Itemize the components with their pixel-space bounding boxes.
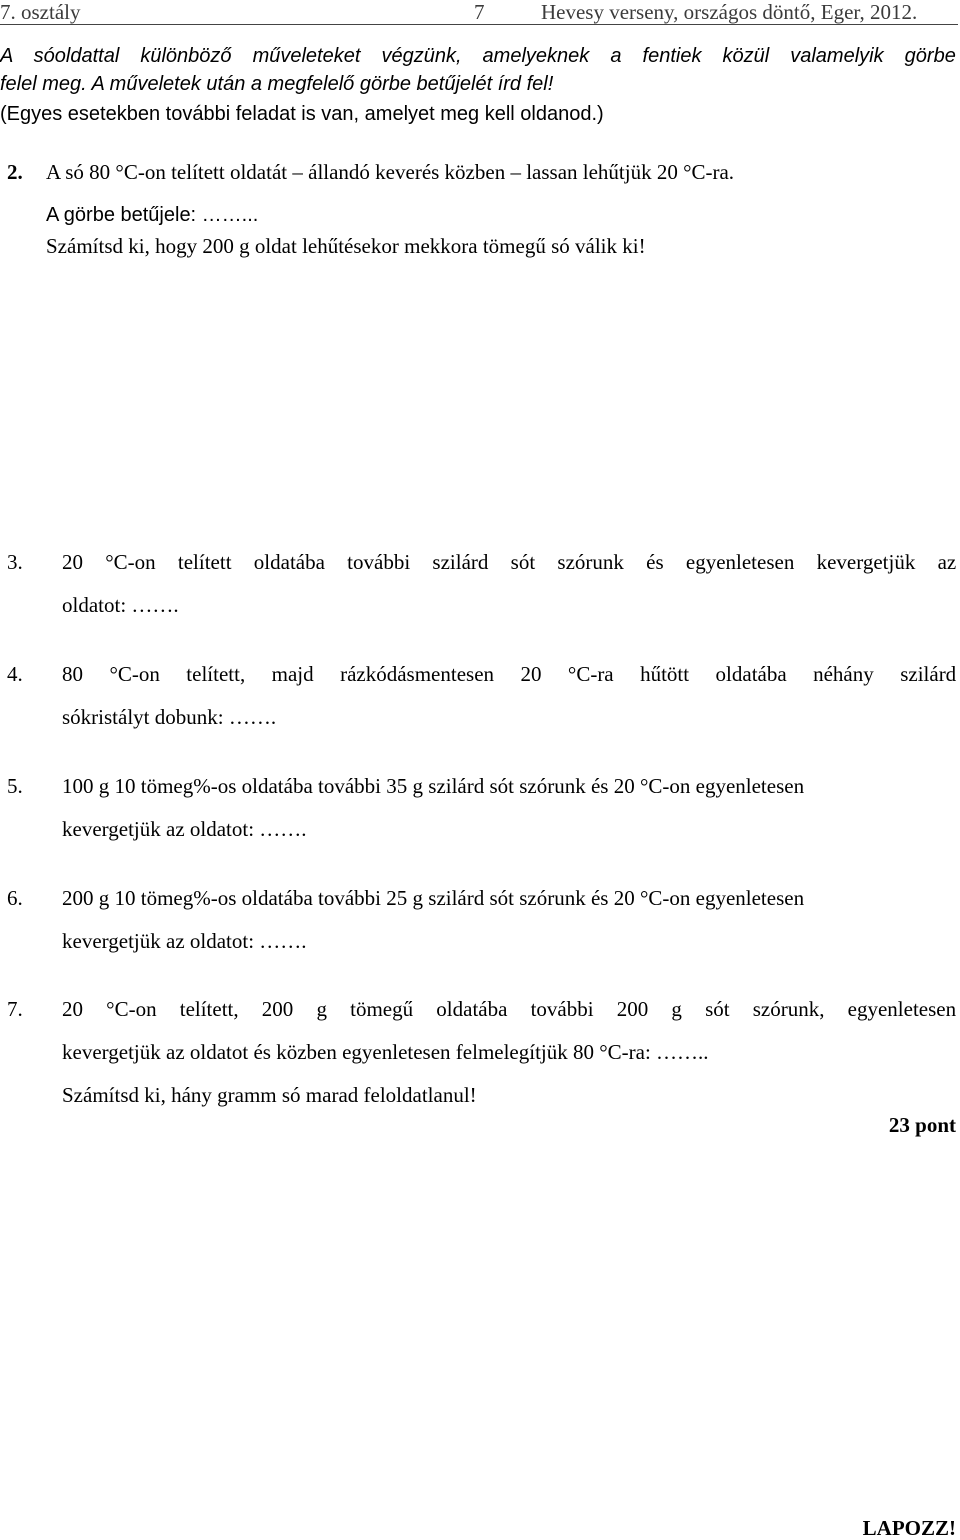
task7-line-3: Számítsd ki, hány gramm só marad feloldatlanul! xyxy=(62,1083,477,1107)
task3-line-2: oldatot: ……. xyxy=(62,593,179,617)
task6-line-1: 200 g 10 tömeg%-os oldatába további 25 g szilárd sót szórunk és 20 °C-on egyenletesen xyxy=(62,886,805,910)
task7-number: 7. xyxy=(7,997,23,1021)
task3-line-1: 20 °C-on telített oldatába további szilárd sót szórunk és egyenletesen kevergetjük az xyxy=(62,550,957,574)
task3-number: 3. xyxy=(7,550,23,574)
task7-line-2: kevergetjük az oldatot és közben egyenletesen felmelegítjük 80 °C-ra: …….. xyxy=(62,1040,709,1064)
points-total: 23 pont xyxy=(888,1113,956,1137)
task5-line-2: kevergetjük az oldatot: ……. xyxy=(62,817,307,841)
intro-line-1: A sóoldattal különböző műveleteket végzünk, amelyeknek a fentiek közül valamelyik görbe xyxy=(0,45,956,67)
task5-line-1: 100 g 10 tömeg%-os oldatába további 35 g szilárd sót szórunk és 20 °C-on egyenletesen xyxy=(62,774,805,798)
task7-line-1: 20 °C-on telített, 200 g tömegű oldatába további 200 g sót szórunk, egyenletesen xyxy=(62,997,957,1021)
intro-line-2: felel meg. A műveletek után a megfelelő görbe betűjelét írd fel! xyxy=(0,73,554,95)
header-page-number: 7 xyxy=(474,0,485,24)
intro-line-3: (Egyes esetekben további feladat is van, amelyet meg kell oldanod.) xyxy=(0,103,604,125)
task2-question: Számítsd ki, hogy 200 g oldat lehűtésekor mekkora tömegű só válik ki! xyxy=(46,234,646,258)
task6-number: 6. xyxy=(7,886,23,910)
task4-line-2: sókristályt dobunk: ……. xyxy=(62,705,277,729)
task4-number: 4. xyxy=(7,662,23,686)
task4-line-1: 80 °C-on telített, majd rázkódásmentesen 20 °C-ra hűtött oldatába néhány szilárd xyxy=(62,662,957,686)
task2-answer-label: A görbe betűjele: ……... xyxy=(46,204,259,226)
header-contest: Hevesy verseny, országos döntő, Eger, 2012. xyxy=(541,0,918,24)
task5-number: 5. xyxy=(7,774,23,798)
footer-turn-page: LAPOZZ! xyxy=(862,1516,956,1540)
task2-number: 2. xyxy=(7,160,23,184)
task2-text: A só 80 °C-on telített oldatát – állandó keverés közben – lassan lehűtjük 20 °C-ra. xyxy=(46,160,735,184)
task6-line-2: kevergetjük az oldatot: ……. xyxy=(62,929,307,953)
header-grade: 7. osztály xyxy=(0,0,81,24)
header-divider xyxy=(0,24,958,25)
